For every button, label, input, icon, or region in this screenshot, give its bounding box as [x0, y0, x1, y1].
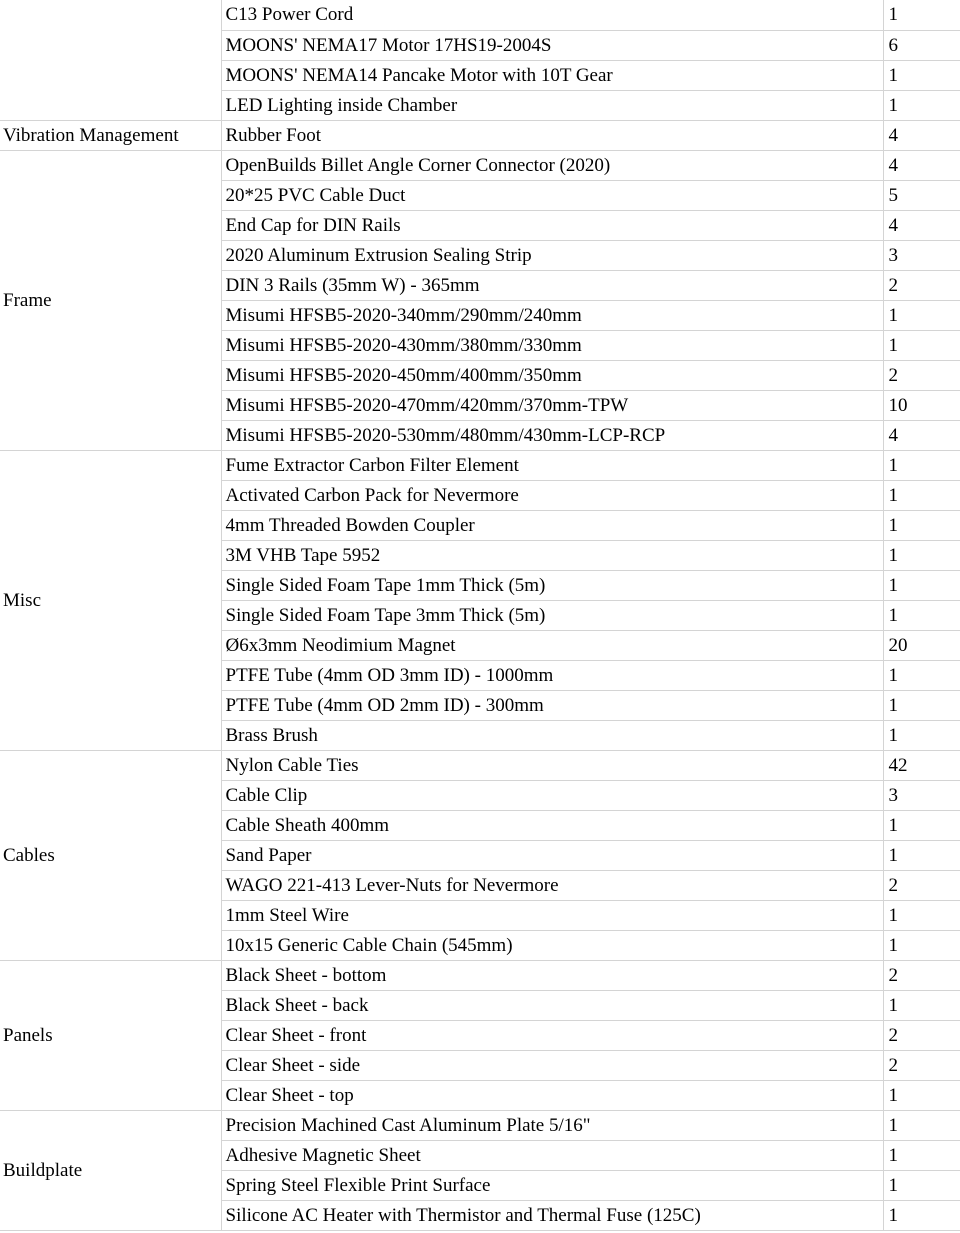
- item-qty-cell: 1: [883, 540, 960, 570]
- item-qty-cell: 1: [883, 480, 960, 510]
- item-name-cell: 2020 Aluminum Extrusion Sealing Strip: [221, 240, 883, 270]
- table-row: [0, 450, 960, 480]
- table-row: [0, 1110, 960, 1140]
- item-name-cell: 10x15 Generic Cable Chain (545mm): [221, 930, 883, 960]
- item-qty-cell: 2: [883, 360, 960, 390]
- item-qty-cell: 1: [883, 1080, 960, 1110]
- item-qty-cell: 1: [883, 1200, 960, 1230]
- item-name-cell: PTFE Tube (4mm OD 3mm ID) - 1000mm: [221, 660, 883, 690]
- item-qty-cell: 1: [883, 450, 960, 480]
- item-qty-cell: 20: [883, 630, 960, 660]
- item-qty-cell: 4: [883, 420, 960, 450]
- item-qty-cell: 1: [883, 720, 960, 750]
- item-qty-cell: 1: [883, 570, 960, 600]
- item-qty-cell: 2: [883, 270, 960, 300]
- table-row: [0, 0, 960, 30]
- table-row: [0, 150, 960, 180]
- item-qty-cell: 5: [883, 180, 960, 210]
- item-name-cell: End Cap for DIN Rails: [221, 210, 883, 240]
- item-name-cell: Single Sided Foam Tape 1mm Thick (5m): [221, 570, 883, 600]
- item-qty-cell: 1: [883, 690, 960, 720]
- item-name-cell: Clear Sheet - top: [221, 1080, 883, 1110]
- table-row: [0, 960, 960, 990]
- item-name-cell: MOONS' NEMA17 Motor 17HS19-2004S: [221, 30, 883, 60]
- item-name-cell: Rubber Foot: [221, 120, 883, 150]
- item-qty-cell: 1: [883, 0, 960, 30]
- category-cell: Vibration Management: [0, 120, 221, 150]
- item-qty-cell: 1: [883, 900, 960, 930]
- item-name-cell: Misumi HFSB5-2020-430mm/380mm/330mm: [221, 330, 883, 360]
- item-name-cell: Ø6x3mm Neodimium Magnet: [221, 630, 883, 660]
- item-name-cell: Adhesive Magnetic Sheet: [221, 1140, 883, 1170]
- item-name-cell: Spring Steel Flexible Print Surface: [221, 1170, 883, 1200]
- item-name-cell: Precision Machined Cast Aluminum Plate 5/16": [221, 1110, 883, 1140]
- item-name-cell: Nylon Cable Ties: [221, 750, 883, 780]
- item-name-cell: Silicone AC Heater with Thermistor and Thermal Fuse (125C): [221, 1200, 883, 1230]
- item-name-cell: Activated Carbon Pack for Nevermore: [221, 480, 883, 510]
- item-qty-cell: 1: [883, 810, 960, 840]
- item-qty-cell: 1: [883, 990, 960, 1020]
- item-qty-cell: 2: [883, 960, 960, 990]
- item-name-cell: DIN 3 Rails (35mm W) - 365mm: [221, 270, 883, 300]
- item-qty-cell: 42: [883, 750, 960, 780]
- item-qty-cell: 1: [883, 300, 960, 330]
- item-name-cell: Misumi HFSB5-2020-450mm/400mm/350mm: [221, 360, 883, 390]
- item-qty-cell: 1: [883, 1140, 960, 1170]
- item-qty-cell: 1: [883, 330, 960, 360]
- item-qty-cell: 1: [883, 90, 960, 120]
- item-name-cell: Clear Sheet - front: [221, 1020, 883, 1050]
- table-row: [0, 120, 960, 150]
- item-qty-cell: 4: [883, 150, 960, 180]
- category-cell: [0, 0, 221, 120]
- item-name-cell: 3M VHB Tape 5952: [221, 540, 883, 570]
- item-qty-cell: 4: [883, 120, 960, 150]
- item-name-cell: Black Sheet - back: [221, 990, 883, 1020]
- item-qty-cell: 10: [883, 390, 960, 420]
- item-qty-cell: 6: [883, 30, 960, 60]
- item-name-cell: WAGO 221-413 Lever-Nuts for Nevermore: [221, 870, 883, 900]
- category-cell: Buildplate: [0, 1110, 221, 1230]
- item-qty-cell: 1: [883, 840, 960, 870]
- item-name-cell: MOONS' NEMA14 Pancake Motor with 10T Gear: [221, 60, 883, 90]
- item-qty-cell: 1: [883, 1110, 960, 1140]
- item-qty-cell: 2: [883, 1050, 960, 1080]
- item-name-cell: Clear Sheet - side: [221, 1050, 883, 1080]
- category-cell: Misc: [0, 450, 221, 750]
- item-name-cell: Sand Paper: [221, 840, 883, 870]
- item-name-cell: 20*25 PVC Cable Duct: [221, 180, 883, 210]
- item-qty-cell: 4: [883, 210, 960, 240]
- item-name-cell: Fume Extractor Carbon Filter Element: [221, 450, 883, 480]
- item-name-cell: OpenBuilds Billet Angle Corner Connector (2020): [221, 150, 883, 180]
- table-row: [0, 750, 960, 780]
- category-cell: Cables: [0, 750, 221, 960]
- item-qty-cell: 2: [883, 1020, 960, 1050]
- item-qty-cell: 1: [883, 600, 960, 630]
- item-name-cell: Brass Brush: [221, 720, 883, 750]
- item-qty-cell: 1: [883, 1170, 960, 1200]
- item-qty-cell: 1: [883, 510, 960, 540]
- item-name-cell: Cable Sheath 400mm: [221, 810, 883, 840]
- item-qty-cell: 2: [883, 870, 960, 900]
- item-name-cell: Single Sided Foam Tape 3mm Thick (5m): [221, 600, 883, 630]
- item-qty-cell: 1: [883, 60, 960, 90]
- item-qty-cell: 1: [883, 930, 960, 960]
- item-qty-cell: 3: [883, 780, 960, 810]
- item-name-cell: Misumi HFSB5-2020-470mm/420mm/370mm-TPW: [221, 390, 883, 420]
- item-name-cell: Misumi HFSB5-2020-340mm/290mm/240mm: [221, 300, 883, 330]
- item-name-cell: Misumi HFSB5-2020-530mm/480mm/430mm-LCP-RCP: [221, 420, 883, 450]
- item-name-cell: Cable Clip: [221, 780, 883, 810]
- item-qty-cell: 1: [883, 660, 960, 690]
- category-cell: Panels: [0, 960, 221, 1110]
- item-name-cell: 4mm Threaded Bowden Coupler: [221, 510, 883, 540]
- item-name-cell: C13 Power Cord: [221, 0, 883, 30]
- item-qty-cell: 3: [883, 240, 960, 270]
- item-name-cell: LED Lighting inside Chamber: [221, 90, 883, 120]
- category-cell: Frame: [0, 150, 221, 450]
- item-name-cell: PTFE Tube (4mm OD 2mm ID) - 300mm: [221, 690, 883, 720]
- item-name-cell: 1mm Steel Wire: [221, 900, 883, 930]
- item-name-cell: Black Sheet - bottom: [221, 960, 883, 990]
